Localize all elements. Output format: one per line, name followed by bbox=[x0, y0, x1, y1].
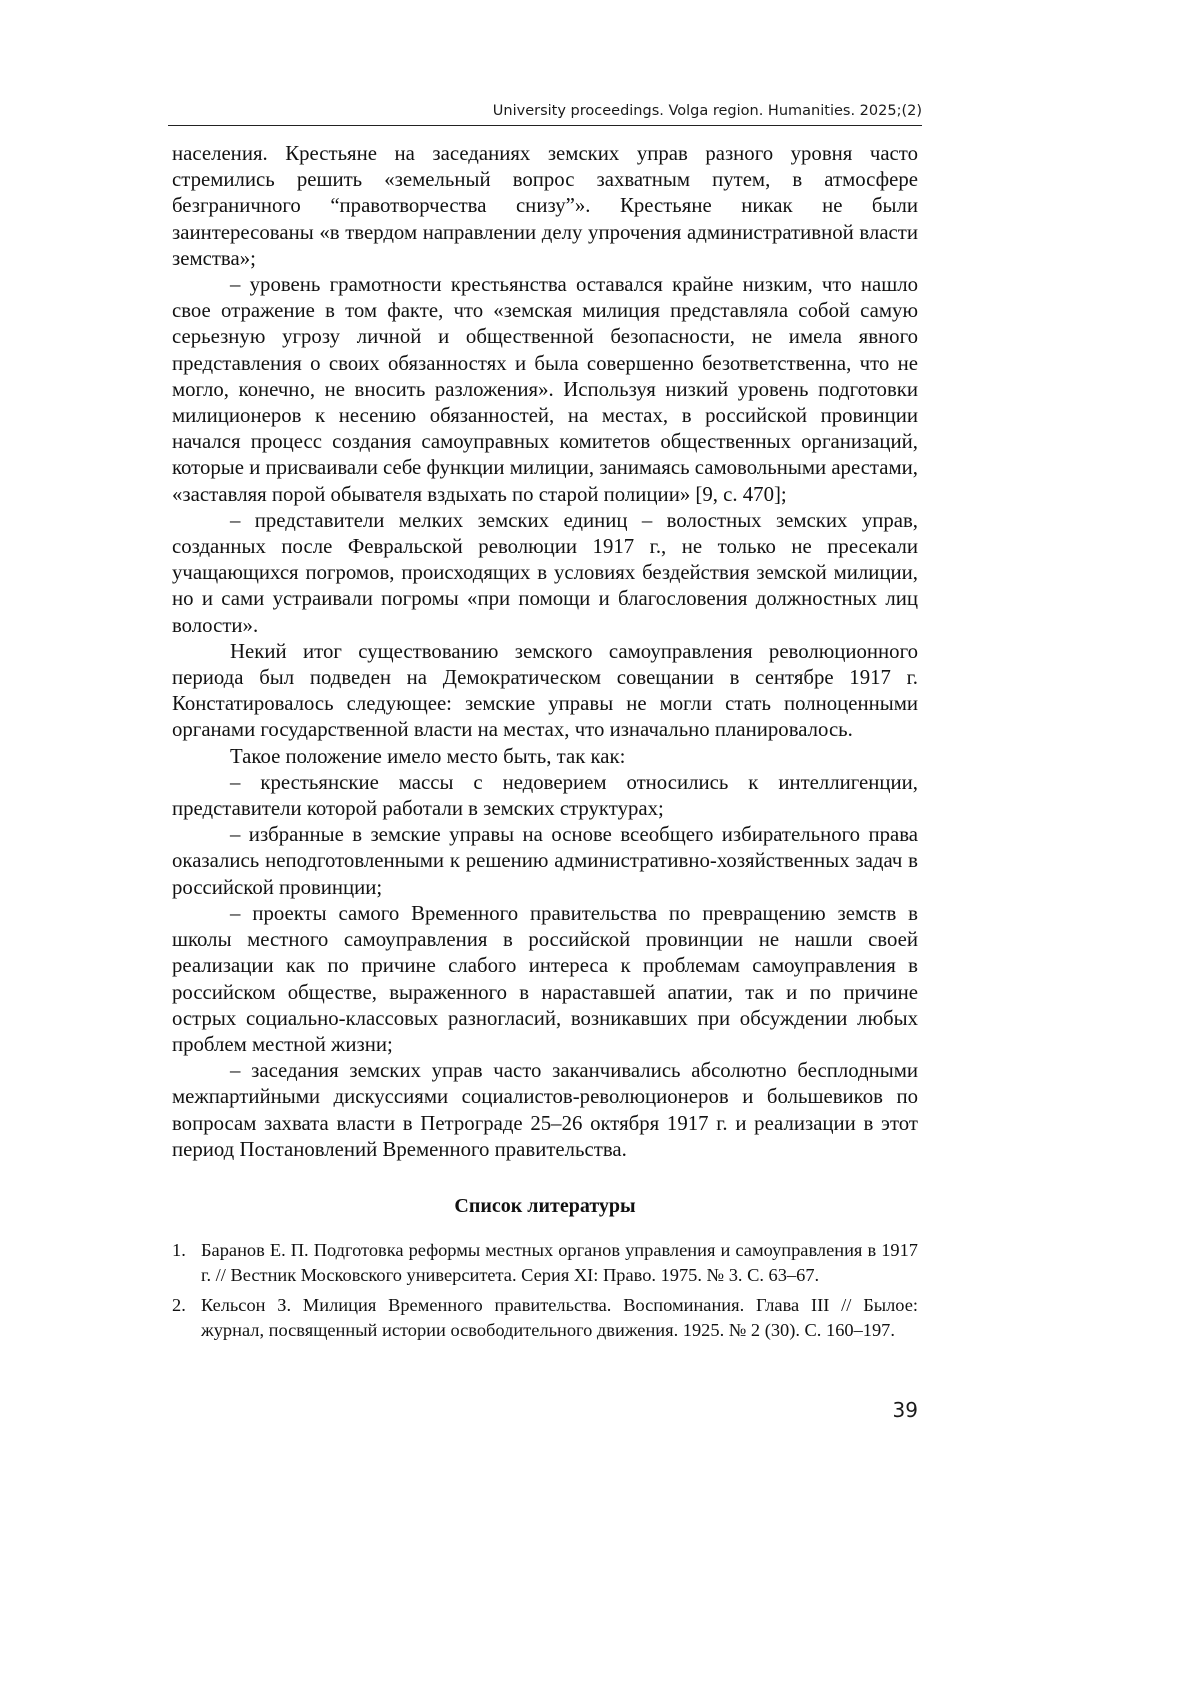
header-rule bbox=[168, 125, 922, 126]
body-paragraph: – избранные в земские управы на основе всеобщего избирательного права оказались неподготовленными к решению административно-хозяйственных задач в российской провинции; bbox=[172, 823, 918, 899]
references-title: Список литературы bbox=[454, 1195, 636, 1217]
references-list bbox=[172, 1238, 918, 1348]
body-paragraph: – заседания земских управ часто заканчивались абсолютно бесплодными межпартийными дискуссиями социалистов-революционеров и большевиков по вопросам захвата власти в Петрограде 25–26 октября 1917 г. и реализации в этот период Постановлений Временного правительства. bbox=[172, 1059, 918, 1161]
body-paragraph: Такое положение имело место быть, так как: bbox=[230, 744, 626, 768]
article-body bbox=[172, 141, 918, 1163]
body-paragraph: – крестьянские массы с недоверием относились к интеллигенции, представители которой работали в земских структурах; bbox=[172, 770, 918, 821]
body-paragraph: Некий итог существованию земского самоуправления революционного периода был подведен на Демократическом совещании в сентябре 1917 г. Констатировалось следующее: земские управы не могли стать полноценными органами государственной власти на местах, что изначально планировалось. bbox=[172, 639, 918, 742]
body-paragraph: – представители мелких земских единиц – волостных земских управ, созданных после Февральской революции 1917 г., не только не пресекали учащающихся погромов, происходящих в условиях бездействия земской милиции, но и сами устраивали погромы «при помощи и благословения должностных лиц волости». bbox=[172, 508, 918, 637]
body-paragraph: – уровень грамотности крестьянства оставался крайне низким, что нашло свое отражение в том факте, что «земская милиция представляла собой самую серьезную угрозу личной и общественной безопасности, не имела явного представления о своих обязанностях и была совершенно безответственна, что не могло, конечно, не вносить разложения». Используя низкий уровень подготовки милиционеров к несению обязанностей, на местах, в российской провинции начался процесс создания самоуправных комитетов общественных организаций, которые и присваивали себе функции милиции, занимаясь самовольными арестами, «заставляя порой обывателя вздыхать по старой полиции» [9, с. 470]; bbox=[172, 273, 918, 506]
reference-item bbox=[172, 1238, 918, 1287]
running-header: University proceedings. Volga region. Humanities. 2025;(2) bbox=[492, 103, 922, 119]
reference-text: Кельсон З. Милиция Временного правительства. Воспоминания. Глава III // Былое: журнал, посвященный истории освободительного движения. 1925. № 2 (30). С. 160–197. bbox=[201, 1295, 918, 1340]
reference-item bbox=[172, 1293, 918, 1342]
reference-text: Баранов Е. П. Подготовка реформы местных органов управления и самоуправления в 1917 г. // Вестник Московского университета. Серия XI: Право. 1975. № 3. С. 63–67. bbox=[201, 1240, 918, 1285]
body-paragraph: – проекты самого Временного правительства по превращению земств в школы местного самоуправления в российской провинции не нашли своей реализации как по причине слабого интереса к проблемам самоуправления в российском обществе, выраженного в нараставшей апатии, так и по причине острых социально-классовых разногласий, возникавших при обсуждении любых проблем местной жизни; bbox=[172, 901, 918, 1056]
page-number: 39 bbox=[892, 1398, 918, 1422]
reference-number: 1. bbox=[172, 1240, 186, 1260]
body-paragraph: населения. Крестьяне на заседаниях земских управ разного уровня часто стремились решить «земельный вопрос захватным путем, в атмосфере безграничного “правотворчества снизу”». Крестьяне никак не были заинтересованы «в твердом направлении делу упрочения административной власти земства»; bbox=[172, 142, 918, 270]
reference-number: 2. bbox=[172, 1295, 186, 1316]
